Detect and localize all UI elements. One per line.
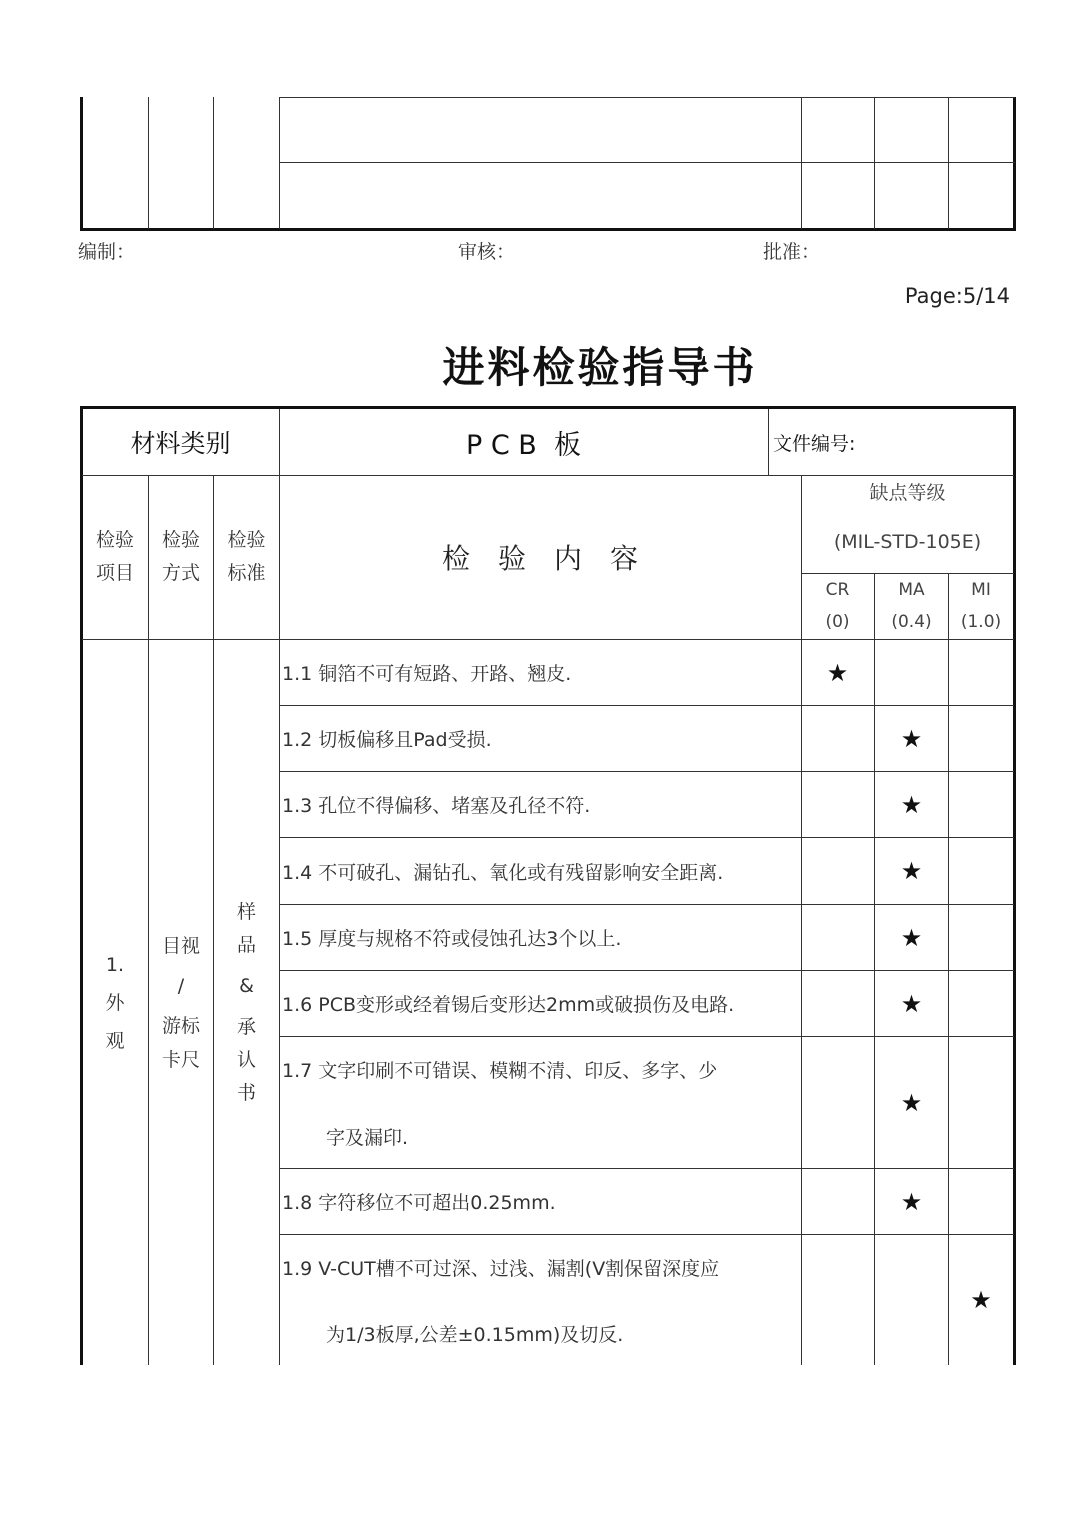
- row-1-7-content-line1: 1.7 文字印刷不可错误、模糊不清、印反、多字、少: [282, 1060, 718, 1082]
- mi-column-header: MI (1.0): [960, 580, 1002, 632]
- row-1-1-cr-star: ★: [826, 658, 849, 687]
- row-1-8-content: 1.8 字符移位不可超出0.25mm.: [282, 1192, 556, 1214]
- document-number-label: 文件编号:: [773, 432, 856, 455]
- standard-reference: (MIL-STD-105E): [833, 530, 982, 553]
- inspection-item-header: 检验 项目: [95, 529, 134, 584]
- row-1-6-ma-star: ★: [900, 989, 923, 1018]
- compiled-by-label: 编制：: [78, 241, 136, 263]
- row-1-4-content: 1.4 不可破孔、漏钻孔、氧化或有残留影响安全距离.: [282, 861, 724, 884]
- inspection-method-visual-caliper: 目视 / 游标 卡尺: [161, 934, 200, 1071]
- defect-grade-header: 缺点等级: [869, 482, 946, 504]
- approved-by-label: 批准：: [763, 241, 821, 263]
- page-number: Page:5/14: [904, 284, 1010, 308]
- row-1-3-ma-star: ★: [900, 790, 923, 819]
- inspection-standard-sample: 样 品 & 承 认 书: [236, 900, 256, 1104]
- row-1-9-mi-star: ★: [970, 1286, 992, 1314]
- row-1-6-content: 1.6 PCB变形或经着锡后变形达2mm或破损伤及电路.: [282, 994, 735, 1016]
- row-1-7-content-line2: 字及漏印.: [326, 1127, 409, 1149]
- inspection-standard-header: 检验 标准: [227, 529, 266, 584]
- inspection-method-header: 检验 方式: [161, 529, 200, 584]
- reviewed-by-label: 审核：: [458, 241, 516, 263]
- row-1-8-ma-star: ★: [900, 1187, 923, 1216]
- material-category-value: P C B 板: [466, 429, 581, 461]
- row-1-4-ma-star: ★: [900, 857, 923, 885]
- row-1-5-content: 1.5 厚度与规格不符或侵蚀孔达3个以上.: [282, 928, 622, 950]
- inspection-item-appearance: 1. 外 观: [105, 953, 125, 1052]
- cr-column-header: CR (0): [825, 580, 850, 632]
- row-1-1-content: 1.1 铜箔不可有短路、开路、翘皮.: [282, 663, 572, 685]
- row-1-2-content: 1.2 切板偏移且Pad受损.: [282, 729, 492, 751]
- row-1-9-content-line1: 1.9 V-CUT槽不可过深、过浅、漏割(V割保留深度应: [282, 1258, 720, 1280]
- ma-column-header: MA (0.4): [891, 580, 932, 632]
- row-1-5-ma-star: ★: [900, 923, 923, 952]
- material-category-label: 材料类别: [130, 429, 231, 458]
- row-1-7-ma-star: ★: [900, 1088, 923, 1117]
- page-title: 进料检验指导书: [442, 343, 758, 392]
- row-1-3-content: 1.3 孔位不得偏移、堵塞及孔径不符.: [282, 795, 591, 817]
- row-1-2-ma-star: ★: [900, 724, 923, 753]
- inspection-content-header: 检 验 内 容: [441, 542, 638, 575]
- row-1-9-content-line2: 为1/3板厚,公差±0.15mm)及切反.: [326, 1324, 624, 1346]
